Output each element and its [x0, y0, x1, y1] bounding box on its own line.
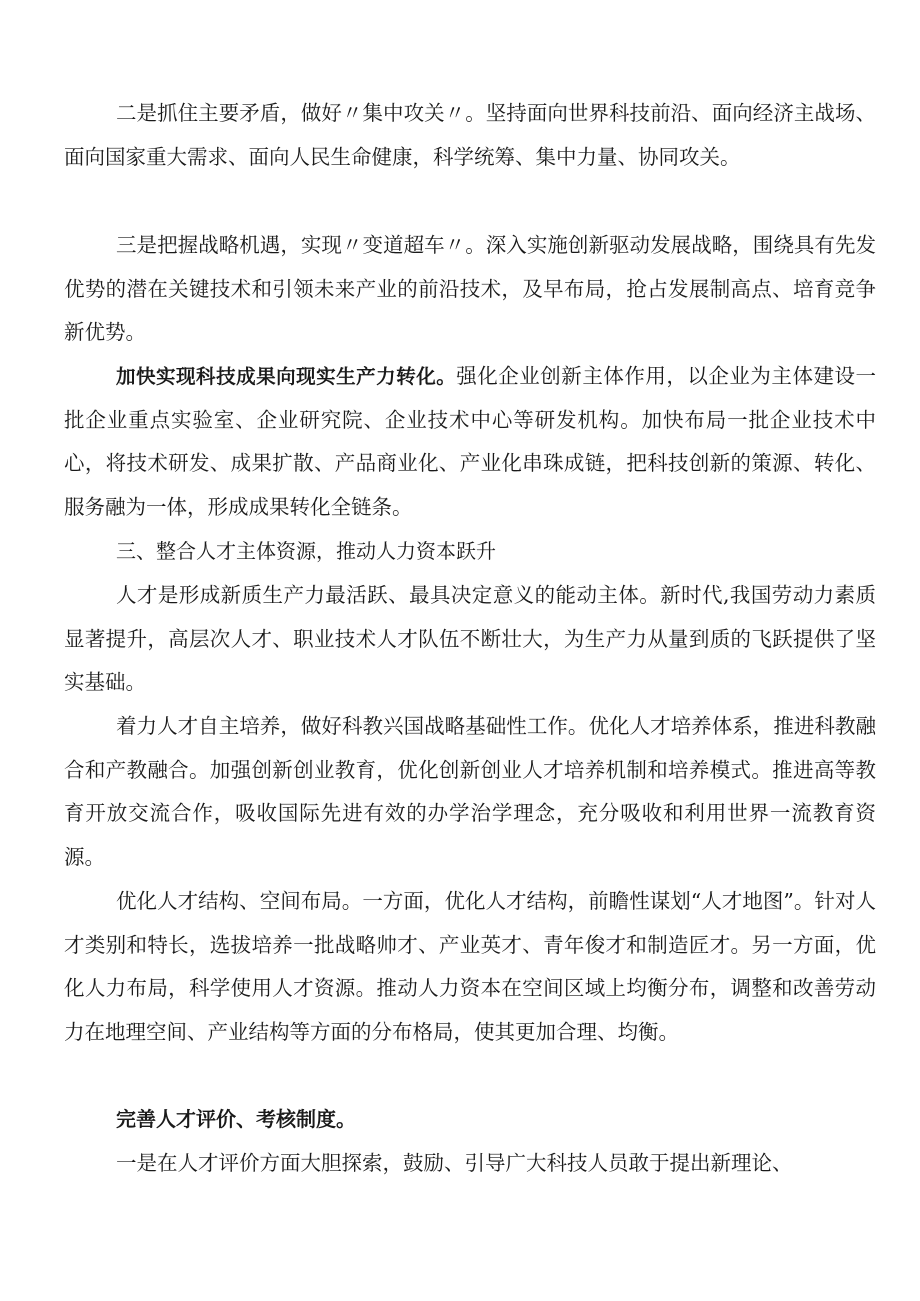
section-heading-evaluation [64, 1098, 876, 1142]
paragraph-text: 优化人才结构、空间布局。一方面，优化人才结构，前瞻性谋划“人才地图”。针对人才类别和特长，选拔培养一批战略帅才、产业英才、青年俊才和制造匠才。另一方面，优化人力布局，科学使用人才资源。推动人力资本在空间区域上均衡分布，调整和改善劳动力在地理空间、产业结构等方面的分布格局，使其更加合理、均衡。 [64, 889, 876, 1044]
heading-text: 完善人才评价、考核制度。 [116, 1107, 356, 1131]
paragraph-talent-structure [64, 880, 876, 1054]
paragraph-evaluation-first [64, 1142, 876, 1186]
paragraph-text: 二是抓住主要矛盾，做好〃集中攻关〃。坚持面向世界科技前沿、面向经济主战场、面向国家重大需求、面向人民生命健康，科学统筹、集中力量、协同攻关。 [64, 101, 876, 169]
paragraph-strategic-opportunity [64, 224, 876, 355]
paragraph-text: 人才是形成新质生产力最活跃、最具决定意义的能动主体。新时代,我国劳动力素质显著提升，高层次人才、职业技术人才队伍不断壮大，为生产力从量到质的飞跃提供了坚实基础。 [64, 583, 876, 694]
paragraph-text: 一是在人才评价方面大胆探索，鼓励、引导广大科技人员敢于提出新理论、 [116, 1151, 793, 1175]
paragraph-text: 三是把握战略机遇，实现〃变道超车〃。深入实施创新驱动发展战略，围绕具有先发优势的潜在关键技术和引领未来产业的前沿技术，及早布局，抢占发展制高点、培育竞争新优势。 [64, 233, 876, 344]
paragraph-major-contradiction [64, 92, 876, 179]
paragraph-talent-intro [64, 574, 876, 705]
section-heading-talent [64, 530, 876, 574]
paragraph-text: 着力人才自主培养，做好科教兴国战略基础性工作。优化人才培养体系，推进科教融合和产教融合。加强创新创业教育，优化创新创业人才培养机制和培养模式。推进高等教育开放交流合作，吸收国际先进有效的办学治学理念，充分吸收和利用世界一流教育资源。 [64, 714, 876, 869]
paragraph-text: 强化企业创新主体作用，以企业为主体建设一批企业重点实验室、企业研究院、企业技术中心等研发机构。加快布局一批企业技术中心，将技术研发、成果扩散、产品商业化、产业化串珠成链，把科技创新的策源、转化、服务融为一体，形成成果转化全链条。 [64, 364, 876, 519]
paragraph-tech-transfer [64, 355, 876, 529]
heading-text: 三、整合人才主体资源，推动人力资本跃升 [116, 539, 496, 563]
paragraph-lead: 加快实现科技成果向现实生产力转化。 [116, 365, 457, 388]
paragraph-talent-cultivation [64, 705, 876, 879]
